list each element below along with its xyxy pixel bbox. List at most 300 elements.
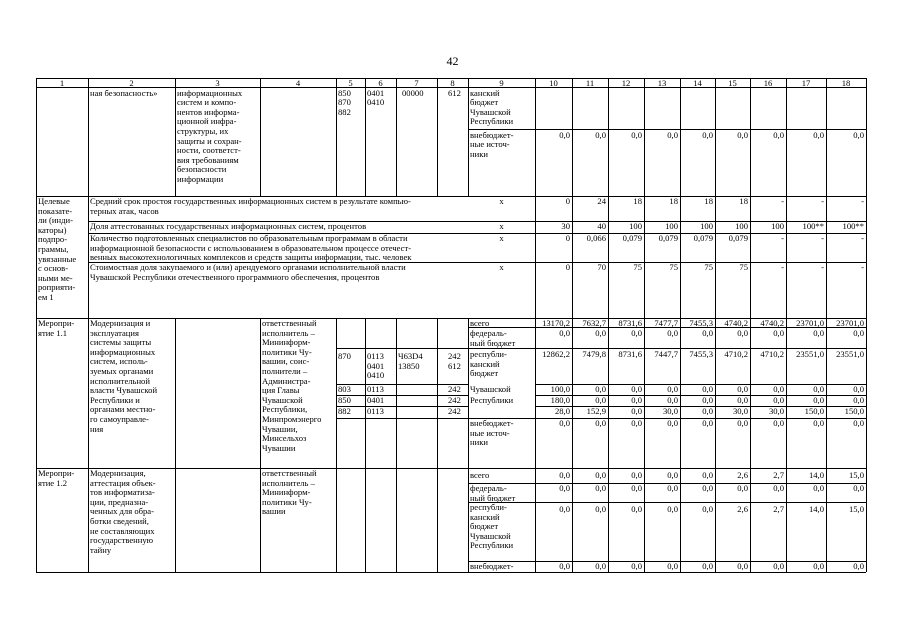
funding-value: 0,0	[737, 483, 748, 493]
indicator-value: 100	[665, 221, 678, 231]
measure-1-1-name: исполнительной	[90, 375, 150, 386]
column-number-8: 8	[450, 77, 455, 88]
column-number-10: 10	[549, 77, 558, 88]
funding-value: 0,0	[631, 483, 642, 493]
measure-1-2-name: тов информатиза-	[90, 487, 155, 498]
funding-value: 0,0	[702, 130, 713, 140]
funding-source: ный бюджет	[470, 337, 516, 348]
funding-source: канский	[470, 87, 500, 98]
funding-source: Чувашской	[470, 384, 511, 394]
indicators-label: Целевые	[38, 196, 70, 206]
measure-1-2-name: ции, предназна-	[90, 496, 149, 507]
indicators-label: ными ме-	[38, 272, 73, 283]
funding-value: 0,0	[559, 561, 570, 571]
measure-1-1-responsible: Минсельхоз	[262, 433, 307, 444]
continued-task-text: систем и компо-	[177, 97, 237, 108]
expense-type-code: 242	[448, 351, 461, 361]
measure-1-1-label: Меропри-	[38, 318, 75, 328]
funding-value: 14,0	[808, 504, 824, 514]
grbs-code: 850	[338, 87, 351, 98]
funding-source: ники	[470, 437, 488, 448]
funding-value: 0,0	[813, 483, 824, 493]
column-number-9: 9	[499, 77, 504, 88]
indicator-value: -	[861, 262, 864, 272]
funding-source: республи-	[470, 502, 507, 512]
measure-1-1-responsible: ответственный	[262, 318, 317, 328]
continued-task-text: информационных	[177, 87, 243, 98]
funding-source: федераль-	[470, 483, 507, 493]
measure-1-2-name: Модернизация,	[90, 468, 146, 478]
column-rule	[336, 78, 337, 196]
funding-value: 2,7	[773, 470, 784, 480]
funding-value: 7447,7	[654, 349, 678, 359]
column-number-13: 13	[657, 77, 667, 88]
measure-1-2-name: аттестация объек-	[90, 477, 156, 488]
continued-measure-name: ная безопасность»	[90, 87, 158, 98]
indicator-value: -	[781, 196, 784, 206]
funding-value: 0,0	[853, 130, 864, 140]
funding-value: 0,0	[853, 395, 864, 405]
funding-value: 0,0	[595, 504, 606, 514]
measure-1-2-name: ботки сведений,	[90, 516, 149, 526]
funding-value: 7455,3	[689, 318, 713, 328]
target-article-code: 00000	[402, 87, 424, 98]
funding-value: 0,0	[631, 384, 642, 394]
measure-1-1-name: власти Чувашской	[90, 385, 158, 396]
funding-value: 0,0	[667, 418, 678, 428]
continued-task-text: ности, соответст-	[177, 145, 241, 156]
indicator-value: 24	[597, 196, 606, 206]
indicator-value: 100	[629, 221, 642, 231]
indicator-mark: х	[499, 196, 504, 206]
funding-value: 23701,0	[796, 318, 824, 328]
indicator-value: 40	[597, 221, 606, 231]
funding-value: 0,0	[595, 470, 606, 480]
indicator-name: Чувашской Республики отечественного программного обеспечения, процентов	[90, 271, 380, 282]
grbs-code: 850	[338, 395, 351, 405]
indicator-value: 100	[771, 221, 784, 231]
continued-task-text: информации	[177, 173, 224, 184]
indicators-label: роприяти-	[38, 282, 76, 293]
funding-value: 23701,0	[836, 318, 864, 328]
section-code: 0113	[367, 384, 384, 394]
grbs-code: 870	[338, 351, 351, 361]
continued-task-text: защиты и сохран-	[177, 135, 242, 146]
funding-source: всего	[470, 470, 490, 480]
funding-value: 0,0	[595, 561, 606, 571]
indicator-name: Количество подготовленных специалистов по образовательным программам в области	[90, 233, 408, 243]
indicator-value: 100	[735, 221, 748, 231]
funding-value: 30,0	[662, 406, 678, 416]
funding-value: 0,0	[559, 328, 570, 338]
funding-value: 0,0	[631, 504, 642, 514]
funding-value: 0,0	[667, 483, 678, 493]
funding-value: 180,0	[550, 395, 570, 405]
indicator-value: 0,079	[693, 233, 713, 243]
funding-value: 23551,0	[796, 349, 824, 359]
funding-value: 0,0	[773, 561, 784, 571]
expense-type-code: 242	[448, 406, 461, 416]
indicators-label: с основ-	[38, 263, 69, 274]
measure-1-1-name: ния	[90, 423, 104, 434]
funding-source: канский	[470, 358, 500, 369]
indicators-label: ем 1	[38, 292, 54, 302]
indicator-value: 0	[565, 196, 570, 206]
measure-1-1-name: эксплуатация	[90, 327, 139, 338]
funding-value: 0,0	[631, 130, 642, 140]
funding-value: 4740,2	[724, 318, 748, 328]
funding-value: 0,0	[631, 328, 642, 338]
column-rule	[365, 78, 366, 196]
column-number-15: 15	[728, 77, 737, 88]
column-rule	[175, 78, 176, 196]
funding-value: 0,0	[559, 418, 570, 428]
funding-source: Республики	[470, 395, 514, 405]
funding-value: 0,0	[737, 328, 748, 338]
column-rule	[468, 78, 469, 196]
indicator-value: 75	[739, 262, 748, 272]
funding-value: 0,0	[631, 395, 642, 405]
indicators-label: показате-	[38, 205, 73, 216]
column-number-18: 18	[841, 77, 851, 88]
column-number-5: 5	[348, 77, 353, 88]
column-number-17: 17	[801, 77, 811, 88]
column-rule	[88, 78, 89, 572]
column-rule	[260, 318, 261, 572]
measure-1-1-name: го самоуправле-	[90, 414, 149, 424]
funding-value: 0,0	[702, 406, 713, 416]
funding-value: 0,0	[631, 561, 642, 571]
measure-1-1-name: Модернизация и	[90, 318, 151, 328]
continued-task-text: безопасности	[177, 164, 227, 175]
expense-type-code: 242	[448, 395, 461, 405]
funding-value: 100,0	[550, 384, 570, 394]
grbs-code: 882	[338, 406, 351, 416]
column-rule	[437, 318, 438, 572]
funding-value: 0,0	[702, 418, 713, 428]
indicator-value: 18	[633, 196, 642, 206]
indicators-label: граммы,	[38, 244, 69, 254]
indicator-value: 75	[633, 262, 642, 272]
funding-value: 0,0	[559, 470, 570, 480]
funding-value: 0,0	[702, 561, 713, 571]
measure-1-1-responsible: Чувашии,	[262, 423, 298, 434]
column-number-1: 1	[59, 77, 65, 88]
funding-value: 30,0	[732, 406, 748, 416]
funding-value: 7632,7	[582, 318, 606, 328]
funding-value: 0,0	[737, 130, 748, 140]
measure-1-1-responsible: Мининформ-	[262, 337, 311, 348]
expense-type-code: 612	[448, 360, 461, 371]
indicators-label: каторы)	[38, 224, 67, 235]
funding-value: 152,9	[586, 406, 606, 416]
indicator-value: 100**	[802, 221, 824, 231]
funding-value: 0,0	[702, 395, 713, 405]
funding-value: 150,0	[804, 406, 824, 416]
indicator-name: венных высокотехнологичных комплексов и средств защиты информации, тыс. человек	[90, 252, 412, 263]
measure-1-2-responsible: ответственный	[262, 468, 317, 478]
measure-1-2-label: Меропри-	[38, 468, 75, 478]
funding-value: 0,0	[559, 504, 570, 514]
funding-value: 0,0	[559, 130, 570, 140]
funding-value: 0,0	[559, 483, 570, 493]
indicator-value: 100	[700, 221, 713, 231]
indicator-value: -	[861, 233, 864, 243]
funding-source: Республики	[470, 116, 514, 127]
indicator-value: 75	[704, 262, 713, 272]
section-rule	[36, 468, 866, 469]
funding-value: 23551,0	[836, 349, 864, 359]
funding-source: ные источ-	[470, 139, 510, 150]
funding-value: 0,0	[595, 483, 606, 493]
column-rule	[336, 318, 337, 572]
funding-value: 0,0	[737, 384, 748, 394]
funding-value: 0,0	[853, 328, 864, 338]
funding-source: Чувашской	[470, 530, 511, 541]
column-number-7: 7	[414, 77, 419, 88]
measure-1-1-responsible: полнители –	[262, 366, 308, 376]
column-rule	[260, 78, 261, 196]
indicator-value: 0	[565, 262, 570, 272]
column-number-3: 3	[215, 77, 220, 88]
measure-1-1-label: ятие 1.1	[38, 327, 68, 338]
funding-source: ный бюджет	[470, 492, 516, 503]
measure-1-2-name: не составляющих	[90, 525, 155, 536]
funding-value: 28,0	[554, 406, 570, 416]
indicator-value: 18	[669, 196, 678, 206]
funding-value: 0,0	[702, 504, 713, 514]
funding-value: 0,0	[667, 130, 678, 140]
grbs-code: 870	[338, 97, 351, 108]
continued-task-text: ционной инфра-	[177, 116, 237, 127]
indicator-value: 70	[597, 262, 606, 272]
funding-value: 30,0	[768, 406, 784, 416]
funding-value: 4710,2	[760, 349, 784, 359]
funding-value: 13170,2	[542, 318, 570, 328]
measure-1-1-responsible: Чувашской	[262, 394, 303, 405]
target-article-code: 13850	[398, 360, 420, 371]
column-number-14: 14	[693, 77, 702, 88]
indicator-value: 0,079	[728, 233, 748, 243]
funding-value: 0,0	[667, 384, 678, 394]
section-code: 0113	[367, 406, 384, 416]
funding-value: 0,0	[773, 395, 784, 405]
indicator-value: -	[821, 196, 824, 206]
indicator-name: информационной безопасности с использованием в образовательном процессе отечест-	[90, 242, 412, 253]
funding-value: 0,0	[667, 504, 678, 514]
indicator-mark: х	[499, 221, 504, 231]
funding-value: 8731,6	[618, 318, 642, 328]
funding-source: внебюджет-	[470, 129, 514, 140]
indicator-value: -	[821, 233, 824, 243]
funding-value: 8731,6	[618, 349, 642, 359]
indicators-label: увязанные	[38, 253, 77, 264]
funding-value: 2,6	[737, 504, 748, 514]
funding-source: ники	[470, 148, 488, 159]
column-rule	[365, 318, 366, 572]
funding-value: 0,0	[813, 130, 824, 140]
measure-1-1-name: информационных	[90, 346, 156, 357]
funding-value: 0,0	[773, 418, 784, 428]
funding-value: 0,0	[595, 418, 606, 428]
funding-value: 0,0	[813, 395, 824, 405]
indicator-value: 0,066	[586, 233, 606, 243]
measure-1-1-name: системы защиты	[90, 337, 152, 348]
continued-task-text: вия требованиям	[177, 154, 239, 165]
column-number-12: 12	[621, 77, 631, 88]
funding-value: 0,0	[667, 561, 678, 571]
funding-value: 0,0	[737, 418, 748, 428]
funding-value: 0,0	[702, 470, 713, 480]
measure-1-2-responsible: политики Чу-	[262, 496, 312, 507]
column-rule	[396, 78, 397, 196]
funding-source: внебюджет-	[470, 561, 514, 571]
funding-value: 4710,2	[724, 349, 748, 359]
funding-value: 12862,2	[542, 349, 570, 359]
measure-1-1-responsible: Минпромэнерго	[262, 414, 322, 424]
funding-source: канский	[470, 511, 500, 522]
funding-value: 0,0	[667, 470, 678, 480]
indicator-value: 0	[565, 233, 570, 243]
funding-value: 0,0	[813, 561, 824, 571]
indicator-value: 18	[704, 196, 713, 206]
measure-1-1-responsible: Чувашии	[262, 442, 296, 453]
column-number-16: 16	[763, 77, 773, 88]
row-rule	[468, 502, 866, 503]
measure-1-2-name: тайну	[90, 544, 112, 555]
funding-value: 0,0	[667, 328, 678, 338]
funding-value: 4740,2	[760, 318, 784, 328]
funding-value: 0,0	[631, 470, 642, 480]
funding-source: Республики	[470, 540, 514, 551]
funding-value: 0,0	[853, 561, 864, 571]
column-number-11: 11	[585, 77, 595, 88]
section-code: 0401	[367, 87, 385, 98]
funding-value: 150,0	[844, 406, 864, 416]
funding-value: 2,7	[773, 504, 784, 514]
indicator-value: 18	[739, 196, 748, 206]
column-number-2: 2	[129, 77, 134, 88]
measure-1-1-responsible: политики Чу-	[262, 346, 312, 357]
indicator-name: Доля аттестованных государственных информационных систем, процентов	[90, 221, 367, 231]
indicator-value: -	[861, 196, 864, 206]
indicator-value: 100**	[842, 221, 864, 231]
measure-1-2-label: ятие 1.2	[38, 477, 68, 488]
funding-value: 0,0	[595, 130, 606, 140]
funding-value: 0,0	[702, 483, 713, 493]
table-bottom-rule	[36, 572, 866, 573]
funding-value: 0,0	[853, 483, 864, 493]
indicator-name: Средний срок простоя государственных информационных систем в результате компью-	[90, 196, 411, 206]
funding-value: 0,0	[773, 483, 784, 493]
indicator-value: -	[821, 262, 824, 272]
funding-source: Чувашской	[470, 106, 511, 117]
section-code: 0410	[367, 370, 385, 381]
measure-1-2-name: ченных для обра-	[90, 506, 154, 517]
funding-value: 0,0	[631, 418, 642, 428]
funding-value: 0,0	[702, 328, 713, 338]
indicator-value: 0,079	[658, 233, 678, 243]
funding-value: 0,0	[595, 395, 606, 405]
measure-1-1-responsible: Администра-	[262, 375, 311, 386]
funding-source: республи-	[470, 349, 507, 359]
funding-value: 0,0	[853, 384, 864, 394]
measure-1-1-responsible: исполнитель –	[262, 327, 315, 338]
funding-value: 0,0	[773, 130, 784, 140]
funding-value: 0,0	[667, 395, 678, 405]
expense-type-code: 612	[448, 87, 461, 98]
funding-source: бюджет	[470, 97, 499, 108]
indicator-name: Стоимостная доля закупаемого и (или) арендуемого органами исполнительной власти	[90, 262, 406, 272]
funding-value: 15,0	[848, 470, 864, 480]
measure-1-2-responsible: Мининформ-	[262, 487, 311, 498]
measure-1-1-name: зуемых органами	[90, 366, 154, 376]
table-right-rule	[866, 78, 867, 572]
funding-value: 0,0	[853, 418, 864, 428]
section-code: 0401	[367, 395, 385, 405]
funding-source: бюджет	[470, 521, 499, 532]
funding-value: 0,0	[813, 328, 824, 338]
funding-value: 0,0	[773, 384, 784, 394]
grbs-code: 803	[338, 384, 351, 394]
grbs-code: 882	[338, 106, 351, 117]
column-rule	[437, 78, 438, 196]
measure-1-1-responsible: вашии, соис-	[262, 356, 310, 367]
indicator-value: -	[781, 262, 784, 272]
funding-source: внебюджет-	[470, 418, 514, 428]
measure-1-1-name: органами местно-	[90, 404, 156, 415]
indicators-label: ли (инди-	[38, 215, 73, 226]
funding-value: 0,0	[737, 561, 748, 571]
funding-value: 14,0	[808, 470, 824, 480]
indicator-name: терных атак, часов	[90, 205, 159, 216]
column-rule	[175, 318, 176, 572]
measure-1-2-name: государственную	[90, 535, 154, 546]
column-number-4: 4	[295, 77, 301, 88]
funding-value: 7477,7	[654, 318, 678, 328]
funding-value: 0,0	[813, 418, 824, 428]
funding-source: всего	[470, 318, 490, 328]
measure-1-1-responsible: Республики,	[262, 404, 308, 415]
measure-1-2-responsible: исполнитель –	[262, 477, 315, 488]
measure-1-1-name: Республики и	[90, 394, 140, 405]
indicator-value: -	[781, 233, 784, 243]
funding-value: 0,0	[595, 328, 606, 338]
funding-value: 0,0	[737, 395, 748, 405]
measure-1-1-responsible: ция Главы	[262, 385, 300, 396]
indicator-value: 30	[561, 221, 570, 231]
table-left-rule	[36, 78, 37, 572]
indicator-value: 75	[669, 262, 678, 272]
funding-value: 0,0	[595, 384, 606, 394]
indicator-value: 0,079	[622, 233, 642, 243]
indicator-mark: х	[499, 262, 504, 272]
column-rule	[468, 318, 469, 572]
indicators-label: подпро-	[38, 234, 68, 245]
page-number: 42	[446, 54, 459, 68]
funding-value: 7455,3	[689, 349, 713, 359]
column-number-6: 6	[378, 77, 383, 88]
funding-value: 0,0	[702, 384, 713, 394]
funding-source: федераль-	[470, 328, 507, 338]
section-code: 0401	[367, 360, 385, 371]
funding-value: 0,0	[813, 384, 824, 394]
expense-type-code: 242	[448, 384, 461, 394]
measure-1-2-responsible: вашии	[262, 506, 286, 517]
funding-value: 0,0	[631, 406, 642, 416]
measure-1-1-name: систем, исполь-	[90, 356, 148, 367]
funding-source: ные источ-	[470, 427, 510, 438]
